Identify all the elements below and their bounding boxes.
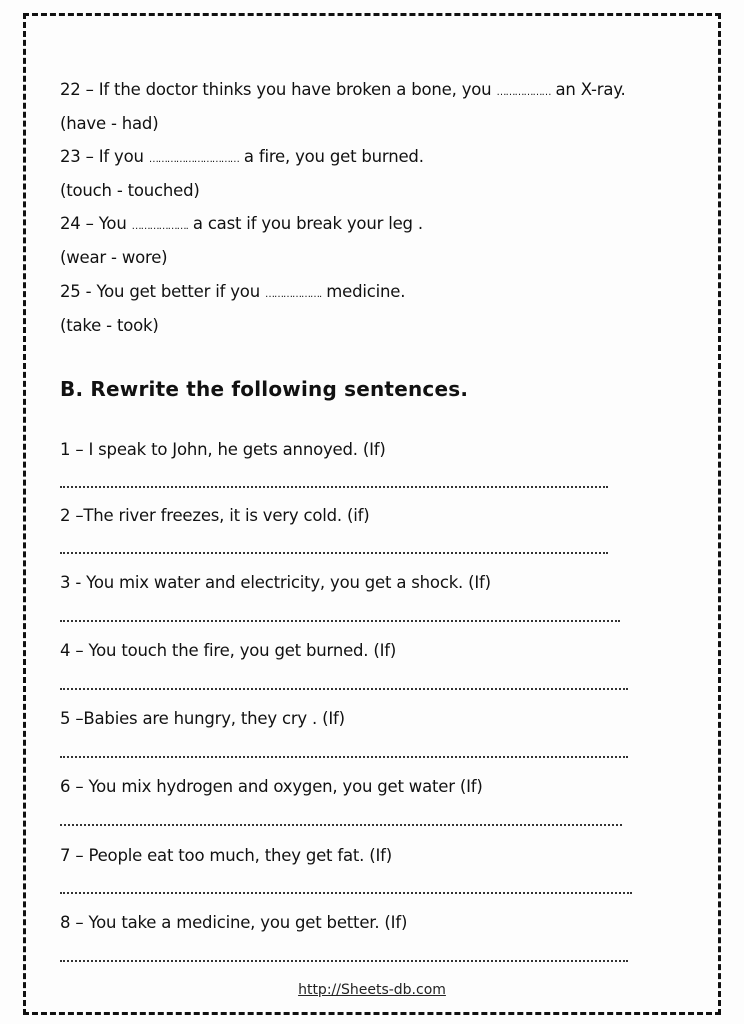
question-24 [60,214,423,233]
section-b-heading: B. Rewrite the following sentences. [60,377,469,401]
question-text: an X-ray. [550,80,626,99]
rewrite-item-8: 8 – You take a medicine, you get better. (If) [60,913,408,932]
rewrite-item-3: 3 - You mix water and electricity, you get a shock. (If) [60,573,491,592]
footer [0,982,744,998]
rewrite-item-4: 4 – You touch the fire, you get burned. (If) [60,641,397,660]
rewrite-item-1: 1 – I speak to John, he gets annoyed. (If) [60,440,386,459]
question-text: 24 – You [60,214,132,233]
question-22 [60,80,626,99]
answer-line-6[interactable] [60,822,622,826]
question-text: a cast if you break your leg . [187,214,423,233]
rewrite-item-7: 7 – People eat too much, they get fat. (If) [60,846,392,865]
footer-link[interactable]: http://Sheets-db.com [298,982,446,998]
answer-line-4[interactable] [60,686,628,690]
answer-blank[interactable]: ……………… [496,87,551,98]
question-23 [60,147,424,166]
question-text: 25 - You get better if you [60,282,266,301]
answer-line-2[interactable] [60,550,608,554]
question-24-options: (wear - wore) [60,248,168,267]
answer-line-5[interactable] [60,754,628,758]
question-22-options: (have - had) [60,114,159,133]
rewrite-item-6: 6 – You mix hydrogen and oxygen, you get water (If) [60,777,483,796]
answer-blank[interactable]: ………………. [131,221,188,232]
answer-line-1[interactable] [60,484,608,488]
answer-line-7[interactable] [60,890,632,894]
question-text: 23 – If you [60,147,149,166]
answer-blank[interactable]: ………………………… [148,154,239,165]
answer-blank[interactable]: ………………. [265,289,322,300]
question-23-options: (touch - touched) [60,181,200,200]
question-25-options: (take - took) [60,316,159,335]
question-text: 22 – If the doctor thinks you have broken a bone, you [60,80,497,99]
rewrite-item-2: 2 –The river freezes, it is very cold. (if) [60,506,370,525]
question-25 [60,282,405,301]
question-text: a fire, you get burned. [238,147,424,166]
answer-line-3[interactable] [60,618,620,622]
answer-line-8[interactable] [60,958,628,962]
rewrite-item-5: 5 –Babies are hungry, they cry . (If) [60,709,345,728]
question-text: medicine. [321,282,406,301]
